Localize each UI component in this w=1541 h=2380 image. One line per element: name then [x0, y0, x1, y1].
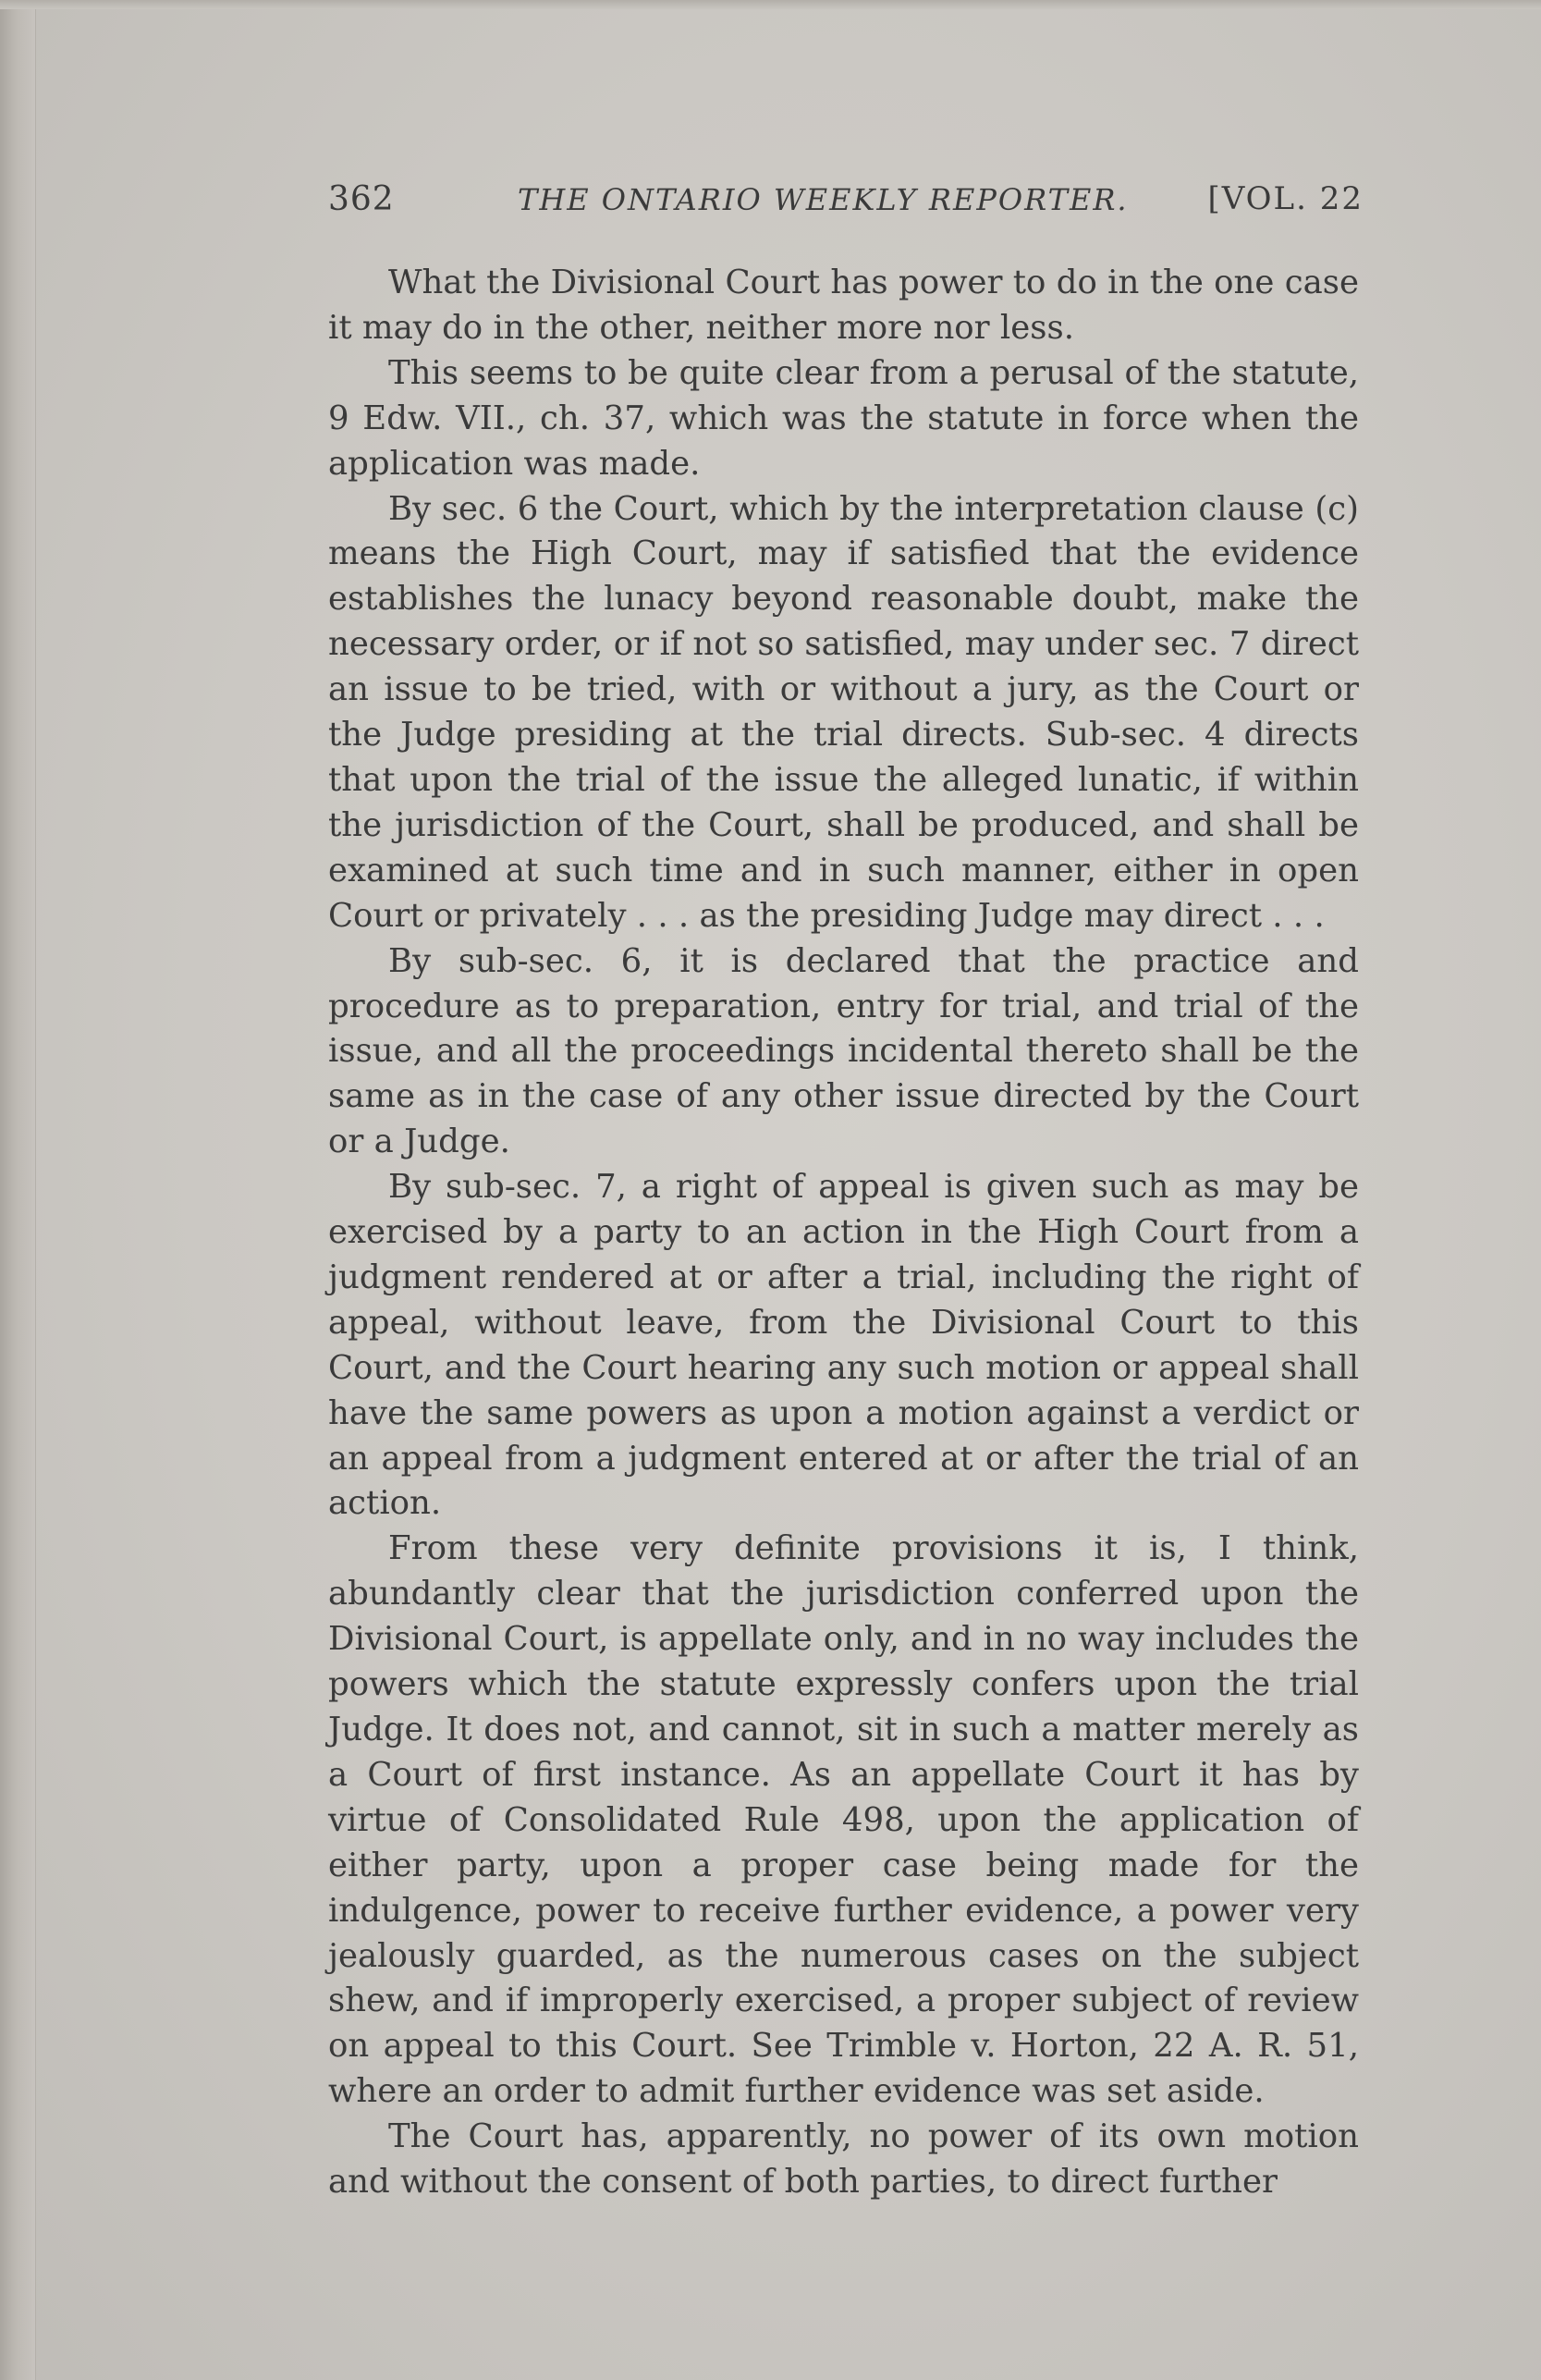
page-number: 362 [328, 180, 395, 218]
running-title: THE ONTARIO WEEKLY REPORTER. [518, 182, 1129, 217]
paragraph: By sub-sec. 7, a right of appeal is given such as may be exercised by a party to an action in the High Court from a judgment rendered at or after a trial, including the right of appeal, without leave, from the Divisional Court to this Court, and the Court hearing any such motion or appeal shall have the same powers as upon a motion against a verdict or an appeal from a judgment entered at or after the trial of an action. [328, 1168, 1359, 1523]
paragraph: By sec. 6 the Court, which by the interpretation clause (c) means the High Court, may if satisfied that the evidence establishes the lunacy beyond reasonable doubt, make the necessary order, or if not so satisfied, may under sec. 7 direct an issue to be tried, with or without a jury, as the Court or the Judge presiding at the trial directs. Sub-sec. 4 directs that upon the trial of the issue the alleged lunatic, if within the jurisdiction of the Court, shall be produced, and shall be examined at such time and in such manner, either in open Court or privately . . . as the presiding Judge may direct . . . [328, 489, 1359, 935]
body-text [328, 261, 1359, 2205]
paragraph: This seems to be quite clear from a perusal of the statute, 9 Edw. VII., ch. 37, which was the statute in force when the application was made. [328, 353, 1359, 483]
page-top-edge [0, 0, 1541, 9]
page-left-edge [0, 0, 36, 2380]
paragraph: By sub-sec. 6, it is declared that the practice and procedure as to preparation, entry for trial, and trial of the issue, and all the proceedings incidental thereto shall be the same as in the case of any other issue directed by the Court or a Judge. [328, 941, 1359, 1161]
paragraph: The Court has, apparently, no power of its own motion and without the consent of both parties, to direct further [328, 2117, 1359, 2202]
volume-label: [VOL. 22 [1207, 180, 1364, 217]
paragraph: From these very definite provisions it is, I think, abundantly clear that the jurisdiction conferred upon the Divisional Court, is appellate only, and in no way includes the powers which the statute expressly confers upon the trial Judge. It does not, and cannot, sit in such a matter merely as a Court of first instance. As an appellate Court it has by virtue of Consolidated Rule 498, upon the application of either party, upon a proper case being made for the indulgence, power to receive further evidence, a power very jealously guarded, as the numerous cases on the subject shew, and if improperly exercised, a proper subject of review on appeal to this Court. See Trimble v. Horton, 22 A. R. 51, where an order to admit further evidence was set aside. [328, 1529, 1359, 2111]
paragraph: What the Divisional Court has power to do in the one case it may do in the other, neither more nor less. [328, 264, 1359, 347]
page-header [328, 180, 1364, 227]
